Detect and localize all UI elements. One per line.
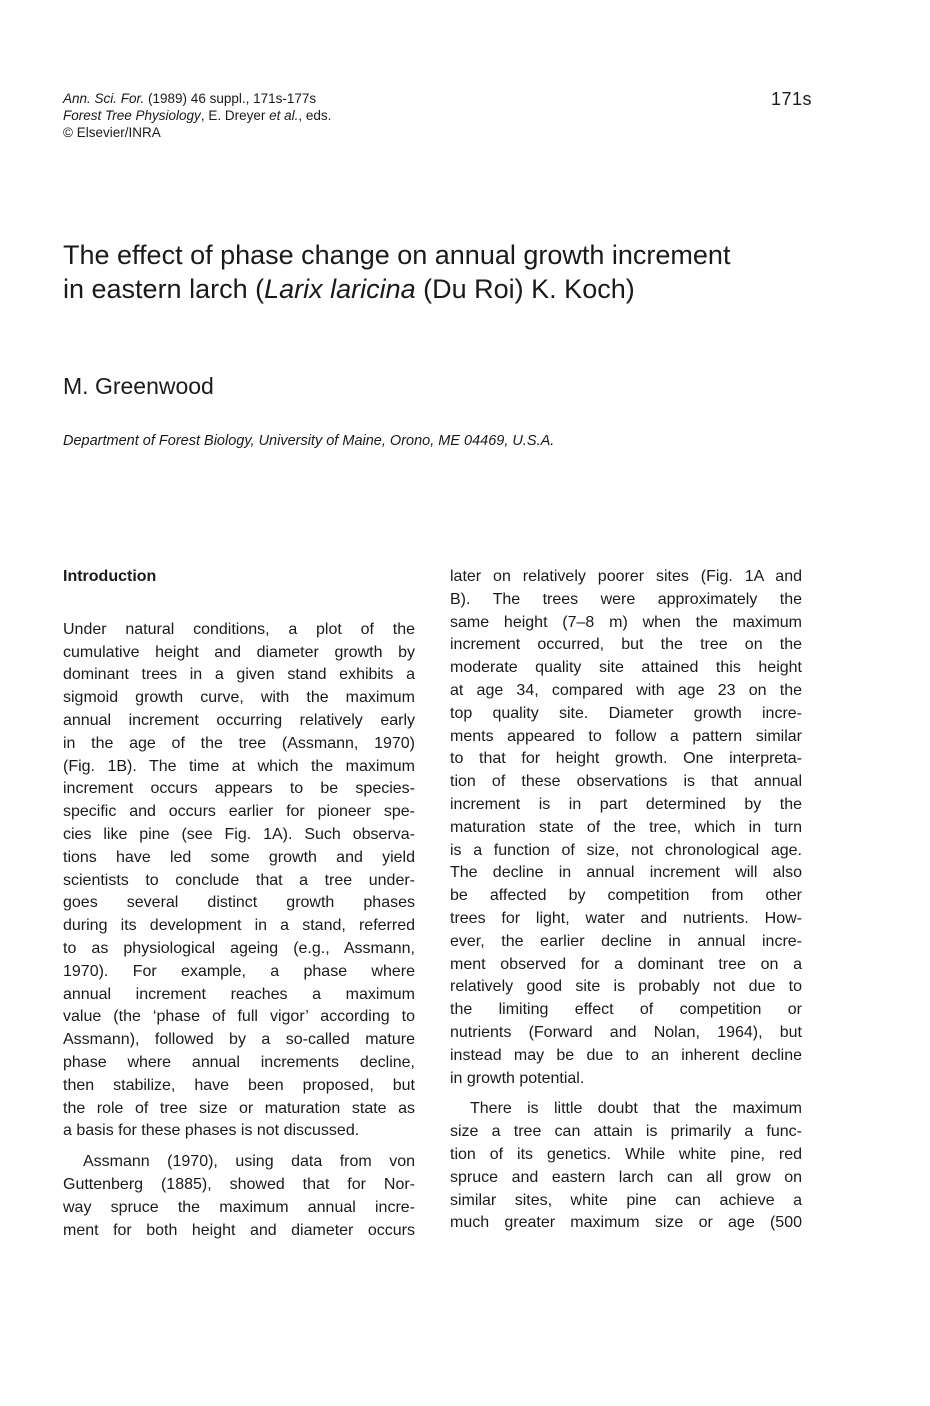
page-number: 171s	[770, 89, 812, 109]
text-line: in the age of the tree (Assmann, 1970)	[63, 734, 415, 752]
text-line: B). The trees were approximately the	[450, 590, 802, 608]
journal-line-1: Ann. Sci. For. (1989) 46 suppl., 171s-177s	[63, 91, 317, 106]
text-line: annual increment reaches a maximum	[63, 985, 415, 1003]
text-line: sigmoid growth curve, with the maximum	[63, 689, 415, 707]
text-line: phase where annual increments decline,	[63, 1053, 415, 1071]
paragraph	[450, 566, 802, 1090]
text-line: cumulative height and diameter growth by	[63, 643, 415, 661]
text-line: way spruce the maximum annual incre-	[63, 1198, 415, 1216]
text-line: (Fig. 1B). The time at which the maximum	[63, 757, 415, 775]
text-line: a basis for these phases is not discussed.	[63, 1122, 360, 1140]
text-line: to that for height growth. One interpreta-	[450, 750, 802, 768]
text-line: maturation state of the tree, which in turn	[450, 818, 802, 836]
text-line: Guttenberg (1885), showed that for Nor-	[63, 1175, 415, 1193]
text-line: trees for light, water and nutrients. How-	[450, 909, 802, 927]
text-line: instead may be due to an inherent decline	[450, 1046, 802, 1064]
text-line: scientists to conclude that a tree under-	[63, 871, 415, 889]
text-line: the limiting effect of competition or	[450, 1001, 802, 1019]
text-line: ever, the earlier decline in annual incre-	[450, 932, 802, 950]
title-line-2: in eastern larch (Larix laricina (Du Roi) K. Koch)	[63, 274, 635, 304]
journal-line-2: Forest Tree Physiology, E. Dreyer et al., eds.	[63, 108, 332, 123]
text-line: tions have led some growth and yield	[63, 848, 415, 866]
journal-line-3: © Elsevier/INRA	[63, 125, 161, 140]
text-line: increment occurs appears to be species-	[63, 780, 415, 798]
text-line: nutrients (Forward and Nolan, 1964), but	[450, 1023, 802, 1041]
text-line: moderate quality site attained this height	[450, 659, 802, 677]
author-affiliation: Department of Forest Biology, University of Maine, Orono, ME 04469, U.S.A.	[63, 433, 555, 449]
right-column	[450, 566, 802, 1235]
text-line: increment occurred, but the tree on the	[450, 636, 802, 654]
text-line: cies like pine (see Fig. 1A). Such observa-	[63, 825, 415, 843]
text-line: during its development in a stand, referred	[63, 917, 415, 935]
author-name: M. Greenwood	[63, 373, 214, 399]
text-line: goes several distinct growth phases	[63, 894, 415, 912]
paragraph	[63, 1151, 415, 1242]
text-line: ment observed for a dominant tree on a	[450, 955, 802, 973]
text-line: similar sites, white pine can achieve a	[450, 1191, 802, 1209]
text-line: ments appeared to follow a pattern similar	[450, 727, 802, 745]
text-line: spruce and eastern larch can all grow on	[450, 1168, 802, 1186]
text-line: in growth potential.	[450, 1069, 585, 1087]
text-line: 1970). For example, a phase where	[63, 962, 415, 980]
text-line: to as physiological ageing (e.g., Assmann,	[63, 939, 415, 957]
paragraph	[63, 619, 415, 1143]
text-line: the role of tree size or maturation state as	[63, 1099, 415, 1117]
section-heading-introduction: Introduction	[63, 568, 157, 585]
text-line: then stabilize, have been proposed, but	[63, 1076, 415, 1094]
text-line: same height (7–8 m) when the maximum	[450, 613, 802, 631]
title-line-1: The effect of phase change on annual growth increment	[63, 240, 731, 270]
article-title	[63, 238, 823, 306]
text-line: annual increment occurring relatively early	[63, 711, 415, 729]
journal-citation	[63, 90, 331, 141]
text-line: value (the ‘phase of full vigor’ according to	[63, 1008, 415, 1026]
text-line: size a tree can attain is primarily a func-	[450, 1123, 802, 1141]
text-line: is a function of size, not chronological age.	[450, 841, 802, 859]
text-line: relatively good site is probably not due to	[450, 978, 802, 996]
text-line: at age 34, compared with age 23 on the	[450, 681, 802, 699]
text-line: The decline in annual increment will also	[450, 864, 802, 882]
text-line: later on relatively poorer sites (Fig. 1A and	[450, 568, 802, 585]
text-line: increment is in part determined by the	[450, 795, 802, 813]
text-line: dominant trees in a given stand exhibits a	[63, 666, 415, 684]
text-line: There is little doubt that the maximum	[470, 1100, 802, 1118]
text-line: much greater maximum size or age (500	[450, 1214, 802, 1232]
text-line: Assmann (1970), using data from von	[83, 1153, 415, 1171]
paragraph	[450, 1098, 802, 1235]
left-column	[63, 566, 415, 1242]
text-line: Under natural conditions, a plot of the	[63, 620, 415, 638]
text-line: tion of its genetics. While white pine, red	[450, 1145, 802, 1163]
text-line: be affected by competition from other	[450, 887, 802, 905]
text-line: top quality site. Diameter growth incre-	[450, 704, 802, 722]
text-line: specific and occurs earlier for pioneer spe-	[63, 803, 415, 821]
text-line: Assmann), followed by a so-called mature	[63, 1031, 415, 1049]
text-line: ment for both height and diameter occurs	[63, 1221, 415, 1239]
text-line: tion of these observations is that annual	[450, 773, 802, 791]
